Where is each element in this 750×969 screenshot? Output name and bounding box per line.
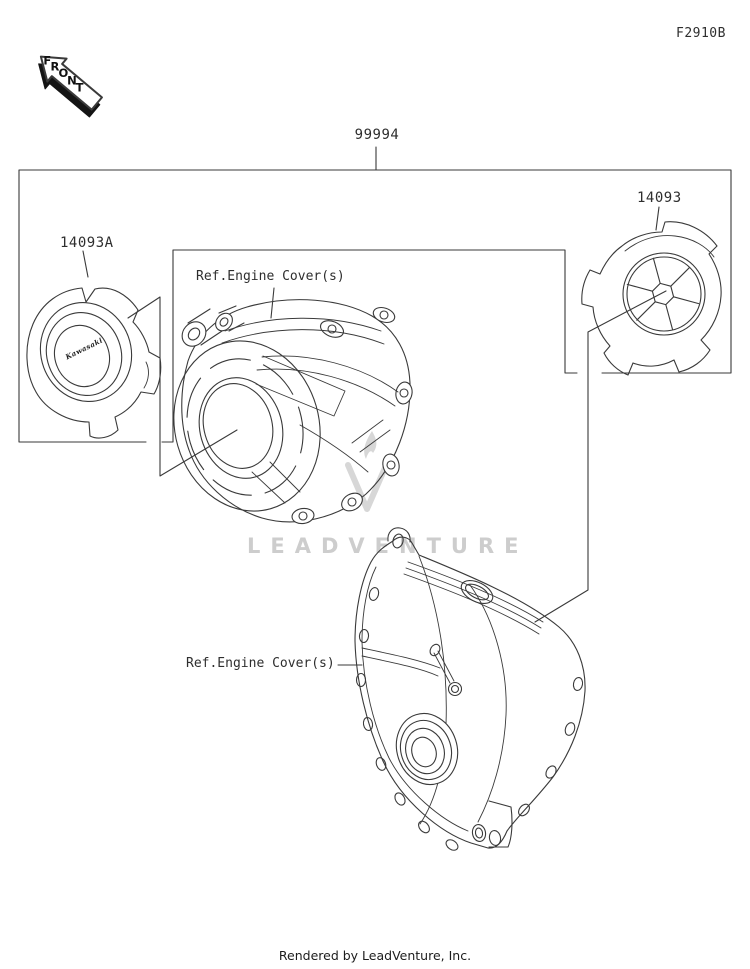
watermark-text: LEADVENTURE — [247, 534, 529, 558]
front-label: FRONT — [43, 53, 85, 95]
render-credit-footer: Rendered by LeadVenture, Inc. — [278, 948, 472, 963]
kit-number-callout: 99994 — [354, 127, 400, 143]
part-callout-14093: 14093 — [637, 190, 682, 206]
brand-emblem-text: Kawasaki — [63, 335, 105, 362]
lower-engine-cover-drawing — [355, 528, 585, 853]
ref-engine-cover-label-upper: Ref.Engine Cover(s) — [196, 269, 345, 284]
front-direction-arrow — [27, 45, 109, 122]
figure-code: F2910B — [676, 26, 726, 41]
ref-engine-cover-label-lower: Ref.Engine Cover(s) — [186, 656, 335, 671]
part-14093a-drawing — [27, 288, 161, 438]
part-callout-14093a: 14093A — [60, 235, 114, 251]
